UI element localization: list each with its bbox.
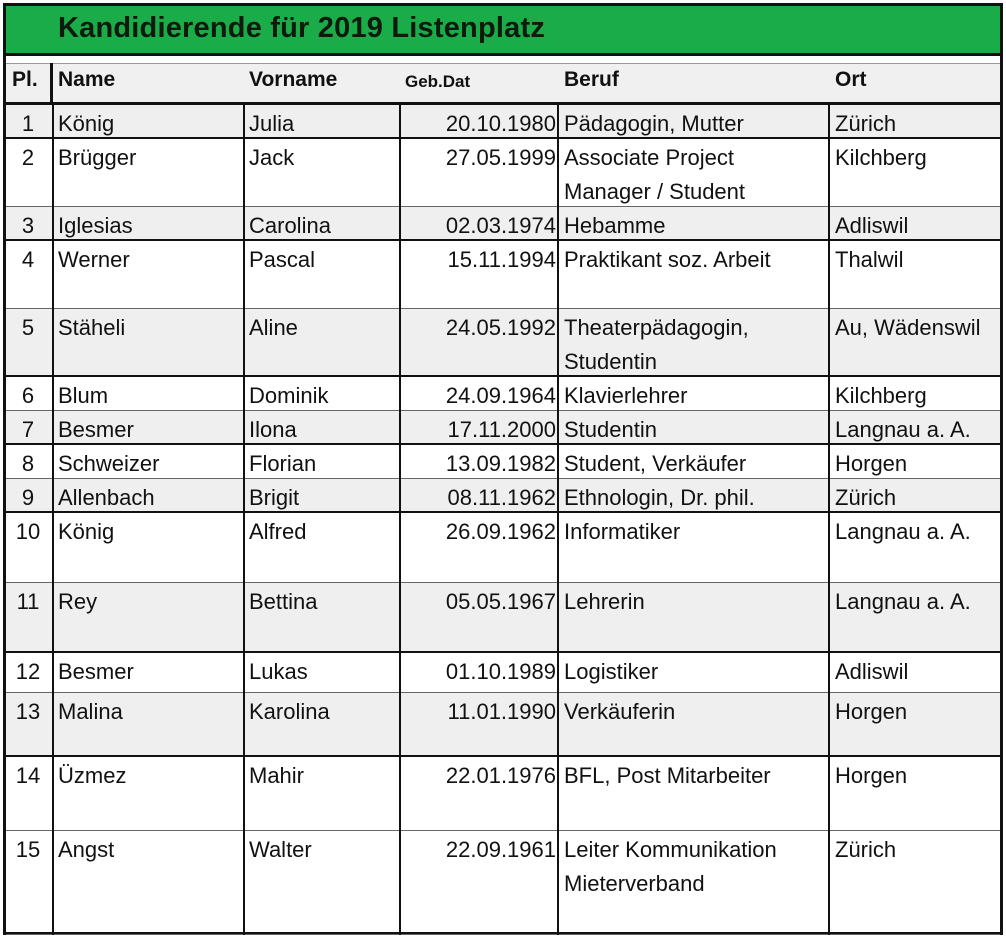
cell-ort: Kilchberg xyxy=(835,383,927,408)
cell-beruf: Leiter Kommunikation xyxy=(564,837,777,862)
cell-geb: 15.11.1994 xyxy=(447,247,556,272)
cell-beruf: Verkäuferin xyxy=(564,699,676,724)
cell-pl: 4 xyxy=(21,247,35,272)
cell-name: Brügger xyxy=(58,145,137,170)
cell-beruf: Informatiker xyxy=(564,519,681,544)
candidate-table xyxy=(3,3,1003,935)
cell-name: Üzmez xyxy=(58,763,127,788)
column-divider xyxy=(399,105,401,935)
cell-name: Besmer xyxy=(58,417,134,442)
cell-beruf: Studentin xyxy=(564,349,657,374)
cell-name: Malina xyxy=(58,699,123,724)
cell-geb: 26.09.1962 xyxy=(445,519,556,544)
cell-ort: Zürich xyxy=(835,111,897,136)
table-row xyxy=(6,105,1000,139)
cell-vorname: Carolina xyxy=(249,213,331,238)
cell-geb: 20.10.1980 xyxy=(445,111,556,136)
cell-name: Stäheli xyxy=(58,315,126,340)
cell-pl: 8 xyxy=(21,451,35,476)
cell-vorname: Aline xyxy=(249,315,298,340)
cell-ort: Horgen xyxy=(835,451,908,476)
table-row xyxy=(6,309,1000,377)
cell-ort: Horgen xyxy=(835,763,908,788)
cell-pl: 9 xyxy=(21,485,35,510)
table-row xyxy=(6,831,1000,935)
cell-ort: Adliswil xyxy=(835,213,909,238)
cell-ort: Langnau a. A. xyxy=(835,519,971,544)
table-row xyxy=(6,377,1000,411)
cell-ort: Langnau a. A. xyxy=(835,589,971,614)
cell-beruf: Hebamme xyxy=(564,213,666,238)
cell-beruf: Klavierlehrer xyxy=(564,383,688,408)
cell-name: Besmer xyxy=(58,659,134,684)
cell-beruf: Praktikant soz. Arbeit xyxy=(564,247,771,272)
cell-vorname: Karolina xyxy=(249,699,330,724)
table-row xyxy=(6,513,1000,583)
cell-geb: 11.01.1990 xyxy=(447,699,556,724)
cell-ort: Langnau a. A. xyxy=(835,417,971,442)
cell-geb: 01.10.1989 xyxy=(445,659,556,684)
cell-name: Rey xyxy=(58,589,98,614)
header-geb: Geb.Dat xyxy=(405,72,471,91)
cell-name: Allenbach xyxy=(58,485,155,510)
cell-geb: 05.05.1967 xyxy=(445,589,556,614)
cell-name: König xyxy=(58,519,115,544)
cell-pl: 10 xyxy=(15,519,41,544)
title-bar xyxy=(6,6,1000,56)
cell-beruf: Lehrerin xyxy=(564,589,645,614)
table-row xyxy=(6,445,1000,479)
cell-vorname: Mahir xyxy=(249,763,305,788)
table-row xyxy=(6,479,1000,513)
cell-name: Schweizer xyxy=(58,451,160,476)
cell-geb: 24.09.1964 xyxy=(445,383,556,408)
cell-name: Werner xyxy=(58,247,130,272)
table-row xyxy=(6,693,1000,757)
cell-geb: 27.05.1999 xyxy=(445,145,556,170)
cell-pl: 15 xyxy=(15,837,41,862)
cell-vorname: Julia xyxy=(249,111,295,136)
table-title: Kandidierende für 2019 Listenplatz xyxy=(58,12,546,44)
cell-beruf: Theaterpädagogin, xyxy=(564,315,749,340)
cell-ort: Au, Wädenswil xyxy=(835,315,981,340)
header-ort: Ort xyxy=(835,68,867,91)
header-beruf: Beruf xyxy=(564,68,619,91)
cell-pl: 5 xyxy=(21,315,35,340)
table-row xyxy=(6,757,1000,831)
cell-pl: 3 xyxy=(21,213,35,238)
header-row xyxy=(6,63,1000,106)
column-divider xyxy=(828,105,830,935)
cell-pl: 14 xyxy=(15,763,41,788)
column-divider xyxy=(557,105,559,935)
cell-beruf: BFL, Post Mitarbeiter xyxy=(564,763,771,788)
cell-geb: 17.11.2000 xyxy=(447,417,556,442)
cell-name: Blum xyxy=(58,383,109,408)
cell-name: Angst xyxy=(58,837,115,862)
table-row xyxy=(6,139,1000,207)
cell-beruf: Logistiker xyxy=(564,659,659,684)
cell-vorname: Pascal xyxy=(249,247,316,272)
header-vorname: Vorname xyxy=(249,68,338,91)
cell-ort: Zürich xyxy=(835,837,897,862)
cell-ort: Zürich xyxy=(835,485,897,510)
cell-pl: 1 xyxy=(21,111,35,136)
cell-geb: 22.01.1976 xyxy=(445,763,556,788)
cell-vorname: Jack xyxy=(249,145,295,170)
header-divider xyxy=(50,63,53,105)
cell-geb: 02.03.1974 xyxy=(445,213,556,238)
cell-pl: 13 xyxy=(15,699,41,724)
cell-pl: 2 xyxy=(21,145,35,170)
column-divider xyxy=(52,105,54,935)
table-row xyxy=(6,411,1000,445)
cell-beruf: Student, Verkäufer xyxy=(564,451,747,476)
cell-vorname: Ilona xyxy=(249,417,297,442)
cell-vorname: Lukas xyxy=(249,659,308,684)
cell-vorname: Walter xyxy=(249,837,312,862)
cell-beruf: Pädagogin, Mutter xyxy=(564,111,744,136)
cell-beruf: Ethnologin, Dr. phil. xyxy=(564,485,755,510)
cell-beruf: Studentin xyxy=(564,417,657,442)
header-pl: Pl. xyxy=(12,68,38,91)
cell-name: König xyxy=(58,111,115,136)
table-row xyxy=(6,241,1000,309)
cell-ort: Kilchberg xyxy=(835,145,927,170)
table-row xyxy=(6,207,1000,241)
cell-pl: 11 xyxy=(16,589,40,614)
cell-vorname: Brigit xyxy=(249,485,300,510)
table-row xyxy=(6,583,1000,653)
cell-geb: 22.09.1961 xyxy=(445,837,556,862)
column-divider xyxy=(243,105,245,935)
cell-pl: 6 xyxy=(21,383,35,408)
cell-pl: 7 xyxy=(21,417,35,442)
cell-vorname: Florian xyxy=(249,451,317,476)
cell-geb: 08.11.1962 xyxy=(447,485,556,510)
table-row xyxy=(6,653,1000,693)
cell-vorname: Alfred xyxy=(249,519,307,544)
cell-geb: 13.09.1982 xyxy=(445,451,556,476)
cell-vorname: Bettina xyxy=(249,589,318,614)
cell-ort: Horgen xyxy=(835,699,908,724)
cell-name: Iglesias xyxy=(58,213,133,238)
cell-ort: Thalwil xyxy=(835,247,904,272)
header-name: Name xyxy=(58,68,116,91)
cell-vorname: Dominik xyxy=(249,383,329,408)
cell-geb: 24.05.1992 xyxy=(445,315,556,340)
cell-beruf: Associate Project xyxy=(564,145,734,170)
cell-pl: 12 xyxy=(15,659,41,684)
cell-beruf: Manager / Student xyxy=(564,179,746,204)
cell-ort: Adliswil xyxy=(835,659,909,684)
cell-beruf: Mieterverband xyxy=(564,871,705,896)
